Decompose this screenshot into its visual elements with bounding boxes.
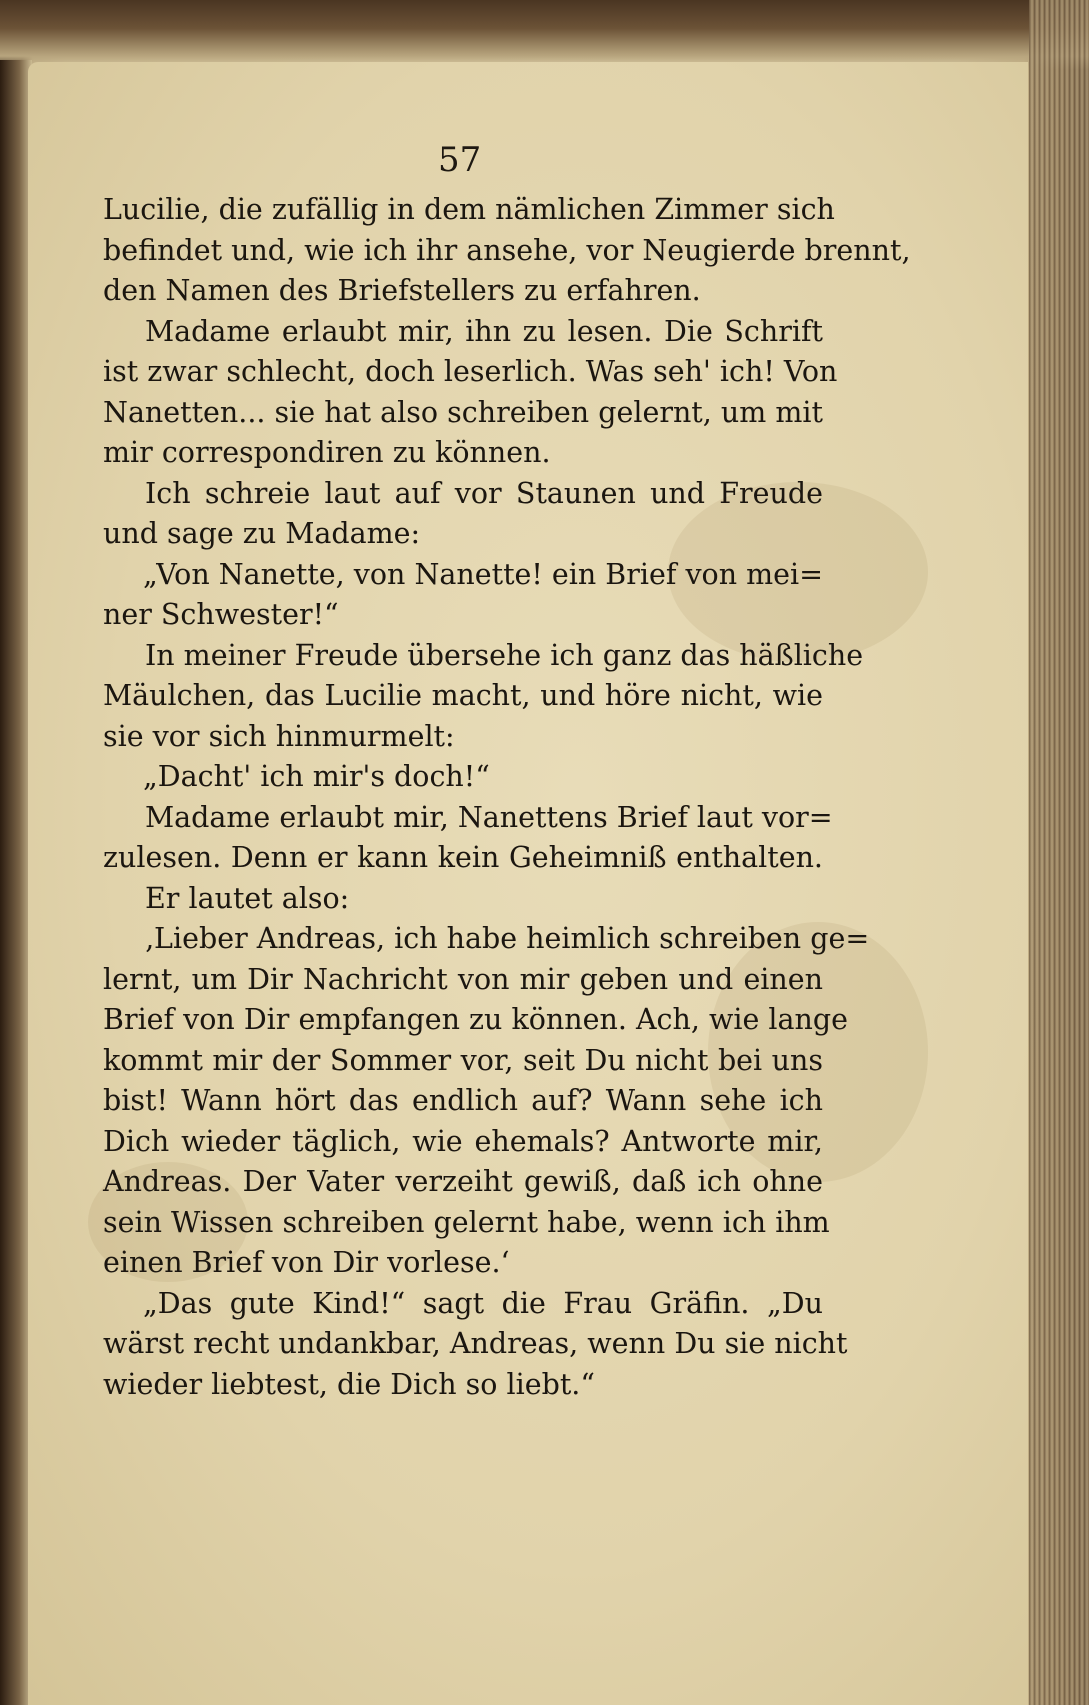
text-line: Nanetten... sie hat also schreiben gelernt, um mit (103, 395, 823, 429)
book-top-edge (0, 0, 1089, 70)
text-line: und sage zu Madame: (103, 517, 421, 550)
page-text (103, 190, 911, 1405)
text-line: wieder liebtest, die Dich so liebt.“ (103, 1367, 595, 1401)
page-number: 57 (438, 140, 482, 180)
text-line: sie vor sich hinmurmelt: (103, 719, 455, 753)
text-line: „Von Nanette, von Nanette! ein Brief von mei= (143, 557, 824, 591)
text-line: Andreas. Der Vater verzeiht gewiß, daß ich ohne (103, 1165, 823, 1198)
text-line: Madame erlaubt mir, ihn zu lesen. Die Schrift (145, 314, 823, 348)
text-line: bist! Wann hört das endlich auf? Wann sehe ich (103, 1084, 823, 1117)
text-line: lernt, um Dir Nachricht von mir geben und einen (103, 962, 823, 996)
text-line: befindet und, wie ich ihr ansehe, vor Neugierde brennt, (103, 233, 911, 267)
text-line: kommt mir der Sommer vor, seit Du nicht bei uns (103, 1043, 823, 1077)
text-line: Brief von Dir empfangen zu können. Ach, wie lange (103, 1003, 848, 1036)
text-line: Er lautet also: (145, 881, 350, 915)
text-line: ner Schwester!“ (103, 598, 339, 631)
text-line: ‚Lieber Andreas, ich habe heimlich schreiben ge= (145, 922, 870, 955)
text-line: ist zwar schlecht, doch leserlich. Was seh' ich! Von (103, 355, 838, 388)
text-line: Lucilie, die zufällig in dem nämlichen Zimmer sich (103, 193, 835, 226)
text-line: mir correspondiren zu können. (103, 436, 551, 469)
text-line: sein Wissen schreiben gelernt habe, wenn ich ihm (103, 1205, 830, 1239)
text-line: wärst recht undankbar, Andreas, wenn Du sie nicht (103, 1327, 848, 1360)
page-stack-edges (1029, 0, 1089, 1705)
text-line: Madame erlaubt mir, Nanettens Brief laut vor= (145, 800, 833, 834)
text-line: einen Brief von Dir vorlese.‘ (103, 1246, 510, 1279)
text-line: Ich schreie laut auf vor Staunen und Freude (145, 476, 823, 510)
text-line: Dich wieder täglich, wie ehemals? Antworte mir, (103, 1124, 823, 1158)
text-line: den Namen des Briefstellers zu erfahren. (103, 274, 701, 307)
text-line: In meiner Freude übersehe ich ganz das häßliche (145, 638, 864, 672)
text-line: „Dacht' ich mir's doch!“ (143, 760, 490, 793)
text-line: „Das gute Kind!“ sagt die Frau Gräfin. „Du (143, 1286, 823, 1320)
text-line: Mäulchen, das Lucilie macht, und höre nicht, wie (103, 679, 823, 712)
text-line: zulesen. Denn er kann kein Geheimniß enthalten. (103, 841, 823, 874)
